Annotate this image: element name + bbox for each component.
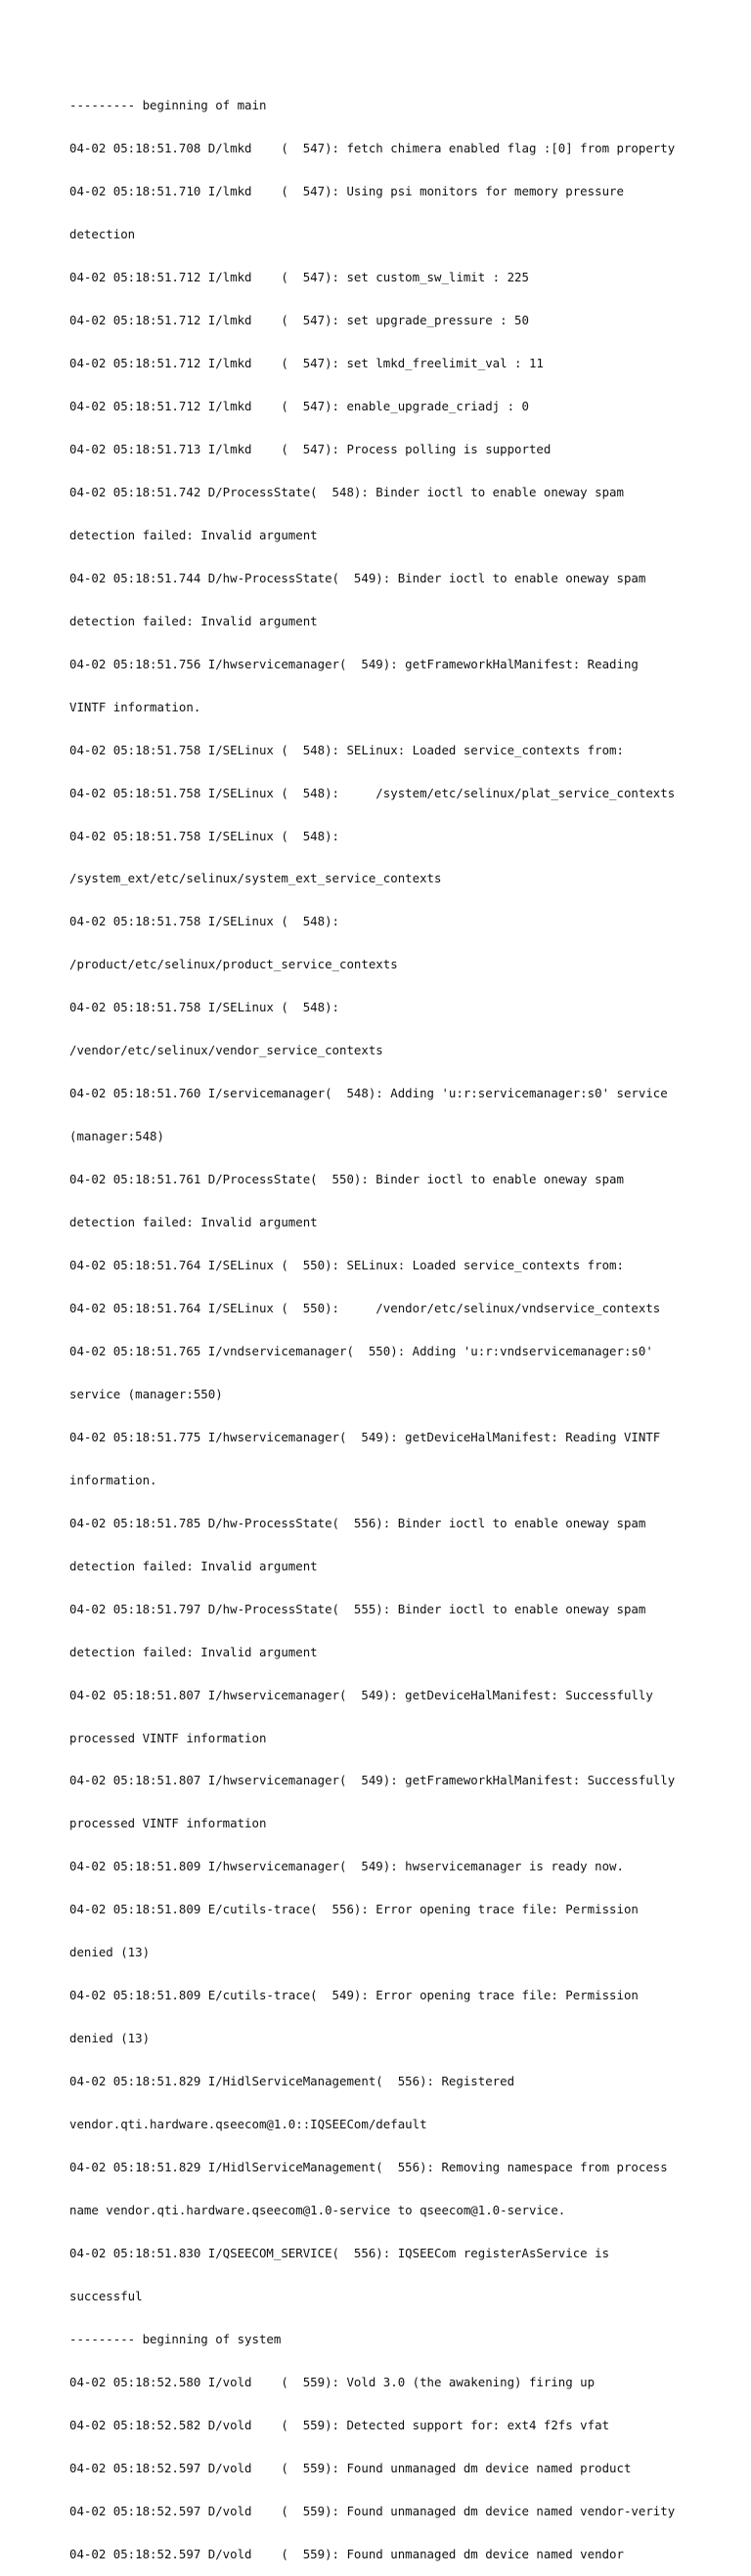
log-line: processed VINTF information xyxy=(69,1816,267,1831)
log-line: 04-02 05:18:52.582 D/vold ( 559): Detected support for: ext4 f2fs vfat xyxy=(69,2417,610,2432)
log-line: 04-02 05:18:51.756 I/hwservicemanager( 549): getFrameworkHalManifest: Reading xyxy=(69,656,639,671)
log-line: processed VINTF information xyxy=(69,1730,267,1745)
log-line: 04-02 05:18:51.708 D/lmkd ( 547): fetch chimera enabled flag :[0] from property xyxy=(69,141,676,156)
log-line: 04-02 05:18:51.742 D/ProcessState( 548): Binder ioctl to enable oneway spam xyxy=(69,484,624,499)
log-line: /product/etc/selinux/product_service_contexts xyxy=(69,957,398,972)
log-line: 04-02 05:18:51.758 I/SELinux ( 548): xyxy=(69,828,340,843)
log-line: 04-02 05:18:51.758 I/SELinux ( 548): /system/etc/selinux/plat_service_contexts xyxy=(69,785,676,800)
log-line: successful xyxy=(69,2288,143,2303)
log-line: 04-02 05:18:51.764 I/SELinux ( 550): SELinux: Loaded service_contexts from: xyxy=(69,1258,624,1273)
log-line: 04-02 05:18:51.758 I/SELinux ( 548): SELinux: Loaded service_contexts from: xyxy=(69,742,624,757)
log-line: vendor.qti.hardware.qseecom@1.0::IQSEECom/default xyxy=(69,2117,427,2132)
log-line: 04-02 05:18:51.713 I/lmkd ( 547): Process polling is supported xyxy=(69,441,552,456)
log-line: detection failed: Invalid argument xyxy=(69,1215,318,1230)
log-line: detection failed: Invalid argument xyxy=(69,527,318,542)
log-line: information. xyxy=(69,1472,157,1487)
log-line: 04-02 05:18:51.758 I/SELinux ( 548): xyxy=(69,1000,340,1015)
log-line: 04-02 05:18:51.809 I/hwservicemanager( 549): hwservicemanager is ready now. xyxy=(69,1859,624,1874)
log-line: 04-02 05:18:51.760 I/servicemanager( 548): Adding 'u:r:servicemanager:s0' service xyxy=(69,1086,668,1101)
log-line: 04-02 05:18:51.744 D/hw-ProcessState( 549): Binder ioctl to enable oneway spam xyxy=(69,570,646,585)
log-line: 04-02 05:18:51.809 E/cutils-trace( 549): Error opening trace file: Permission xyxy=(69,1988,639,2003)
log-line: 04-02 05:18:52.597 D/vold ( 559): Found unmanaged dm device named vendor-verity xyxy=(69,2503,676,2518)
log-line: --------- beginning of main xyxy=(69,98,267,113)
log-line: detection failed: Invalid argument xyxy=(69,1644,318,1659)
log-line: 04-02 05:18:51.712 I/lmkd ( 547): set custom_sw_limit : 225 xyxy=(69,270,529,285)
log-line: name vendor.qti.hardware.qseecom@1.0-service to qseecom@1.0-service. xyxy=(69,2203,566,2218)
log-line: (manager:548) xyxy=(69,1129,164,1144)
log-line: 04-02 05:18:51.712 I/lmkd ( 547): enable_upgrade_criadj : 0 xyxy=(69,398,529,413)
log-line: 04-02 05:18:52.597 D/vold ( 559): Found unmanaged dm device named product xyxy=(69,2460,632,2475)
log-document xyxy=(69,70,695,2576)
log-line: 04-02 05:18:51.830 I/QSEECOM_SERVICE( 556): IQSEECom registerAsService is xyxy=(69,2245,610,2260)
log-line: 04-02 05:18:52.580 I/vold ( 559): Vold 3.0 (the awakening) firing up xyxy=(69,2374,596,2389)
log-line: service (manager:550) xyxy=(69,1386,223,1401)
log-line: 04-02 05:18:51.765 I/vndservicemanager( 550): Adding 'u:r:vndservicemanager:s0' xyxy=(69,1343,653,1358)
log-line: detection failed: Invalid argument xyxy=(69,1558,318,1573)
log-line: 04-02 05:18:51.761 D/ProcessState( 550): Binder ioctl to enable oneway spam xyxy=(69,1172,624,1187)
log-line: 04-02 05:18:51.807 I/hwservicemanager( 549): getFrameworkHalManifest: Successfully xyxy=(69,1773,676,1788)
log-line: 04-02 05:18:51.712 I/lmkd ( 547): set upgrade_pressure : 50 xyxy=(69,313,529,328)
log-line: denied (13) xyxy=(69,2031,151,2046)
log-line: 04-02 05:18:51.775 I/hwservicemanager( 549): getDeviceHalManifest: Reading VINTF xyxy=(69,1429,661,1444)
log-line: 04-02 05:18:51.764 I/SELinux ( 550): /vendor/etc/selinux/vndservice_contexts xyxy=(69,1301,661,1315)
log-line: 04-02 05:18:51.807 I/hwservicemanager( 549): getDeviceHalManifest: Successfully xyxy=(69,1687,653,1702)
log-line: 04-02 05:18:51.809 E/cutils-trace( 556): Error opening trace file: Permission xyxy=(69,1902,639,1917)
log-line: detection xyxy=(69,227,136,242)
log-line: /vendor/etc/selinux/vendor_service_contexts xyxy=(69,1043,383,1058)
log-line: /system_ext/etc/selinux/system_ext_service_contexts xyxy=(69,871,442,886)
log-line: 04-02 05:18:51.758 I/SELinux ( 548): xyxy=(69,914,340,929)
log-line: detection failed: Invalid argument xyxy=(69,613,318,628)
log-line: 04-02 05:18:51.829 I/HidlServiceManagement( 556): Removing namespace from process xyxy=(69,2160,668,2175)
log-line: 04-02 05:18:51.797 D/hw-ProcessState( 555): Binder ioctl to enable oneway spam xyxy=(69,1601,646,1616)
log-line: 04-02 05:18:51.712 I/lmkd ( 547): set lmkd_freelimit_val : 11 xyxy=(69,356,544,371)
log-line: 04-02 05:18:52.597 D/vold ( 559): Found unmanaged dm device named vendor xyxy=(69,2546,624,2561)
log-line: denied (13) xyxy=(69,1945,151,1960)
log-line: VINTF information. xyxy=(69,699,201,714)
log-line: 04-02 05:18:51.710 I/lmkd ( 547): Using psi monitors for memory pressure xyxy=(69,184,624,199)
log-line: --------- beginning of system xyxy=(69,2331,282,2346)
log-line: 04-02 05:18:51.829 I/HidlServiceManagement( 556): Registered xyxy=(69,2074,515,2089)
log-line: 04-02 05:18:51.785 D/hw-ProcessState( 556): Binder ioctl to enable oneway spam xyxy=(69,1515,646,1530)
